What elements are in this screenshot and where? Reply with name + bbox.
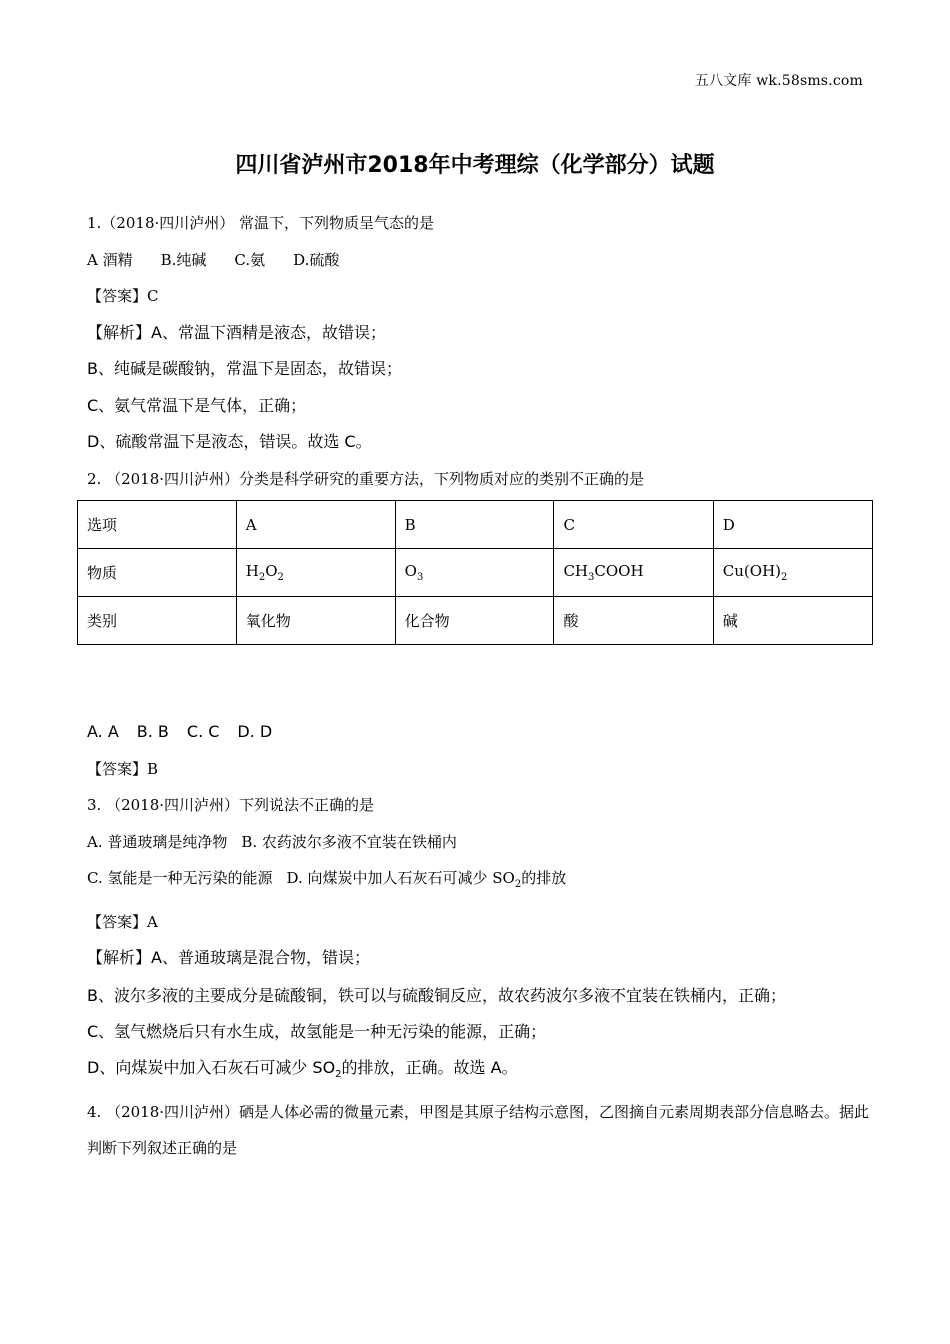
q1-analysis-d: D、硫酸常温下是液态，错误。故选 C。 [87,432,372,451]
q3-stem: 3. （2018·四川泸州）下列说法不正确的是 [87,796,375,814]
q2-classification-table [77,500,873,645]
q2-answer: 【答案】B [87,759,159,778]
q1-stem: 1.（2018·四川泸州） 常温下，下列物质呈气态的是 [87,214,435,232]
q1-options [87,242,877,279]
table-cell: 酸 [554,597,713,645]
q3-analysis-a: 【解析】A、普通玻璃是混合物，错误； [87,948,370,967]
table-cell-formula-b: $O_3$ [395,549,554,597]
q3-option-b: B. 农药波尔多液不宜装在铁桶内 [241,832,457,851]
table-cell-formula-a: $H_2O_2$ [236,549,395,597]
table-cell: 类别 [78,597,237,645]
q3-options-ab [87,824,877,861]
table-row-category [78,597,873,645]
table-cell: A [236,501,395,549]
q3-options-cd [87,860,877,904]
q3-analysis-d: D、向煤炭中加入石灰石可减少 $SO_2$的排放，正确。故选 A。 [87,1058,518,1081]
table-cell: B [395,501,554,549]
q2-option-d: D. D [237,722,273,741]
table-cell: 化合物 [395,597,554,645]
q1-answer: 【答案】C [87,287,159,305]
table-row-header [78,501,873,549]
q3-option-d: D. 向煤炭中加人石灰石可减少 $SO_2$的排放 [286,869,567,890]
table-cell: 碱 [713,597,872,645]
table-row-substance [78,549,873,597]
table-cell-formula-c: $CH_3COOH$ [554,549,713,597]
table-cell: 物质 [78,549,237,597]
q4-stem: 4. （2018·四川泸州）硒是人体必需的微量元素，甲图是其原子结构示意图，乙图摘自元素周期表部分信息略去。据此判断下列叙述正确的是 [87,1102,870,1158]
q1-analysis-b: B、纯碱是碳酸钠，常温下是固态，故错误； [87,359,402,378]
page-title: 四川省泸州市2018年中考理综（化学部分）试题 [235,153,715,178]
table-cell: 氧化物 [236,597,395,645]
table-cell: 选项 [78,501,237,549]
table-cell: C [554,501,713,549]
q3-answer: 【答案】A [87,912,158,931]
q2-options [87,714,877,751]
q2-option-a: A. A [87,722,119,741]
table-cell-formula-d: $Cu(OH)_2$ [713,549,872,597]
q3-analysis-c: C、氢气燃烧后只有水生成，故氢能是一种无污染的能源，正确； [87,1021,547,1041]
q2-option-c: C. C [186,722,220,741]
questions-section-top [87,205,877,497]
q1-analysis-a: 【解析】A、常温下酒精是液态，故错误； [87,322,386,342]
questions-section-bottom [87,714,877,1167]
q3-option-c: C. 氢能是一种无污染的能源 [87,869,273,887]
q1-option-d: D.硫酸 [293,250,340,269]
table-cell: D [713,501,872,549]
q3-analysis-b: B、波尔多液的主要成分是硫酸铜，铁可以与硫酸铜反应，故农药波尔多液不宜装在铁桶内，正确； [87,985,786,1005]
q2-stem: 2. （2018·四川泸州）分类是科学研究的重要方法，下列物质对应的类别不正确的是 [87,469,645,488]
q3-option-a: A. 普通玻璃是纯净物 [87,832,228,851]
q1-analysis-c: C、氨气常温下是气体，正确； [87,395,307,415]
q2-option-b: B. B [136,722,169,741]
site-watermark-header: 五八文库 wk.58sms.com [694,73,863,89]
q1-option-a: A 酒精 [87,250,133,269]
q1-option-c: C.氨 [234,250,266,269]
q1-option-b: B.纯碱 [160,250,207,269]
